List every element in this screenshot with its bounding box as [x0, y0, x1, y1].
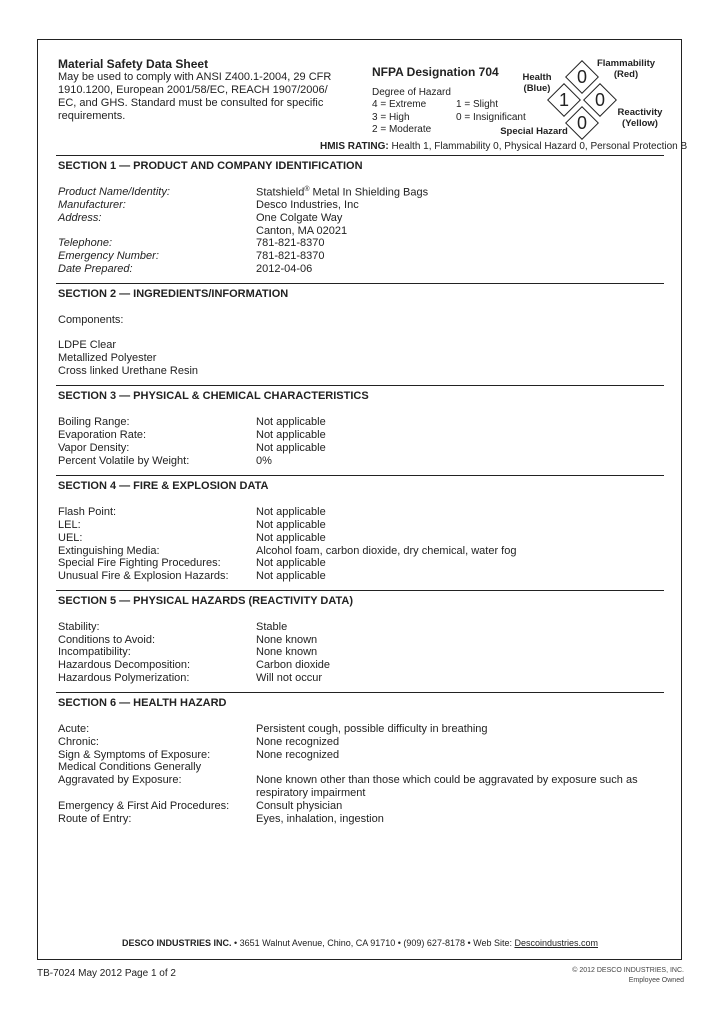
section-divider: [56, 590, 664, 591]
medical-conditions-label: Medical Conditions Generally: [58, 761, 202, 773]
section-divider: [56, 692, 664, 693]
nfpa-reactivity-value: 0: [594, 90, 605, 110]
first-aid-value: Consult physician: [256, 800, 343, 812]
flash-point-value: Not applicable: [256, 506, 326, 518]
document-description: May be used to comply with ANSI Z400.1-2004, 29 CFR 1910.1200, European 2001/58/EC, REACH 1907/2006/ EC, and GHS. Standard must be consulted for specific requirements.: [58, 71, 332, 122]
degree-moderate: 2 = Moderate: [372, 124, 432, 135]
explosion-hazards-value: Not applicable: [256, 570, 326, 582]
percent-volatile-label: Percent Volatile by Weight:: [58, 455, 190, 467]
nfpa-special-label: Special Hazard: [500, 126, 568, 137]
component-item: Metallized Polyester: [58, 352, 157, 364]
first-aid-label: Emergency & First Aid Procedures:: [58, 800, 230, 812]
section-1-title: SECTION 1 — PRODUCT AND COMPANY IDENTIFICATION: [58, 160, 363, 172]
reactivity-label-text: Reactivity: [617, 107, 663, 118]
section-divider: [56, 475, 664, 476]
nfpa-reactivity-label: [612, 107, 668, 129]
manufacturer-value: Desco Industries, Inc: [256, 199, 359, 211]
nfpa-special-value: 0: [576, 113, 587, 133]
vapor-density-label: Vapor Density:: [58, 442, 130, 454]
chronic-label: Chronic:: [58, 736, 99, 748]
conditions-to-avoid-value: None known: [256, 634, 318, 646]
explosion-hazards-label: Unusual Fire & Explosion Hazards:: [58, 570, 229, 582]
product-desc: Metal In Shielding Bags: [309, 186, 429, 199]
hazardous-polymerization-value: Will not occur: [256, 672, 323, 684]
conditions-to-avoid-label: Conditions to Avoid:: [58, 634, 156, 646]
health-label-text: Health: [522, 72, 552, 83]
footer-contact: [0, 938, 720, 948]
section-divider: [56, 155, 664, 156]
uel-label: UEL:: [58, 532, 83, 544]
incompatibility-label: Incompatibility:: [58, 646, 131, 658]
health-color-text: (Blue): [523, 83, 551, 94]
stability-value: Stable: [256, 621, 288, 633]
fire-fighting-label: Special Fire Fighting Procedures:: [58, 557, 221, 569]
fire-fighting-value: Not applicable: [256, 557, 326, 569]
flammability-color-text: (Red): [613, 69, 639, 80]
section-2-title: SECTION 2 — INGREDIENTS/INFORMATION: [58, 288, 289, 300]
hmis-rating: [320, 141, 687, 152]
chronic-value: None recognized: [256, 736, 340, 748]
section-5-title: SECTION 5 — PHYSICAL HAZARDS (REACTIVITY DATA): [58, 595, 353, 607]
date-label: Date Prepared:: [58, 263, 133, 275]
address-line-1: One Colgate Way: [256, 212, 343, 224]
flash-point-label: Flash Point:: [58, 506, 117, 518]
address-line-2: Canton, MA 02021: [256, 225, 348, 237]
hmis-label: HMIS RATING:: [320, 141, 389, 152]
footer-company: DESCO INDUSTRIES INC.: [121, 938, 232, 948]
date-value: 2012-04-06: [256, 263, 313, 275]
registered-mark: ®: [304, 186, 310, 193]
section-4-title: SECTION 4 — FIRE & EXPLOSION DATA: [58, 480, 269, 492]
employee-owned-text: Employee Owned: [628, 977, 684, 984]
stability-label: Stability:: [58, 621, 100, 633]
section-divider: [56, 283, 664, 284]
degree-slight: 1 = Slight: [456, 99, 498, 110]
percent-volatile-value: 0%: [256, 455, 272, 467]
hazardous-decomposition-value: Carbon dioxide: [256, 659, 330, 671]
extinguishing-media-value: Alcohol foam, carbon dioxide, dry chemical, water fog: [256, 545, 517, 557]
copyright: [572, 966, 684, 986]
manufacturer-label: Manufacturer:: [58, 199, 126, 211]
product-brand: Statshield: [256, 186, 305, 199]
nfpa-flammability-label: [592, 58, 660, 80]
section-6-title: SECTION 6 — HEALTH HAZARD: [58, 697, 227, 709]
lel-value: Not applicable: [256, 519, 326, 531]
flammability-label-text: Flammability: [596, 58, 656, 69]
footer-address: • 3651 Walnut Avenue, Chino, CA 91710 • (909) 627-8178 • Web Site:: [231, 938, 515, 948]
emergency-value: 781-821-8370: [256, 250, 325, 262]
incompatibility-value: None known: [256, 646, 318, 658]
hazardous-polymerization-label: Hazardous Polymerization:: [58, 672, 190, 684]
uel-value: Not applicable: [256, 532, 326, 544]
degree-extreme: 4 = Extreme: [372, 99, 427, 110]
telephone-label: Telephone:: [58, 237, 113, 249]
product-name-value: [256, 186, 428, 199]
section-divider: [56, 385, 664, 386]
hazardous-decomposition-label: Hazardous Decomposition:: [58, 659, 191, 671]
medical-conditions-value: None known other than those which could be aggravated by exposure such as respiratory impairment: [256, 774, 638, 799]
nfpa-health-value: 1: [558, 90, 569, 110]
signs-symptoms-label: Sign & Symptoms of Exposure:: [58, 749, 211, 761]
evaporation-rate-label: Evaporation Rate:: [58, 429, 147, 441]
boiling-range-label: Boiling Range:: [58, 416, 130, 428]
telephone-value: 781-821-8370: [256, 237, 325, 249]
aggravated-exposure-label: Aggravated by Exposure:: [58, 774, 182, 786]
boiling-range-value: Not applicable: [256, 416, 326, 428]
degree-of-hazard-title: Degree of Hazard: [372, 87, 451, 98]
signs-symptoms-value: None recognized: [256, 749, 340, 761]
emergency-label: Emergency Number:: [58, 250, 159, 262]
hmis-text: Health 1, Flammability 0, Physical Hazard 0, Personal Protection B: [391, 141, 688, 152]
nfpa-title: NFPA Designation 704: [372, 65, 499, 79]
route-of-entry-label: Route of Entry:: [58, 813, 132, 825]
reactivity-color-text: (Yellow): [622, 118, 658, 129]
component-item: LDPE Clear: [58, 339, 117, 351]
components-label: Components:: [58, 314, 124, 326]
nfpa-health-label: [518, 72, 556, 94]
component-item: Cross linked Urethane Resin: [58, 365, 199, 377]
address-label: Address:: [58, 212, 102, 224]
evaporation-rate-value: Not applicable: [256, 429, 326, 441]
degree-high: 3 = High: [372, 112, 410, 123]
route-of-entry-value: Eyes, inhalation, ingestion: [256, 813, 384, 825]
extinguishing-media-label: Extinguishing Media:: [58, 545, 160, 557]
document-id: TB-7024 May 2012 Page 1 of 2: [37, 968, 176, 979]
footer-website-link[interactable]: Descoindustries.com: [514, 938, 598, 948]
nfpa-flammability-value: 0: [576, 67, 587, 87]
degree-insignificant: 0 = Insignificant: [456, 112, 526, 123]
product-name-label: Product Name/Identity:: [58, 186, 170, 198]
lel-label: LEL:: [58, 519, 81, 531]
document-title: Material Safety Data Sheet: [58, 57, 209, 71]
acute-label: Acute:: [58, 723, 90, 735]
acute-value: Persistent cough, possible difficulty in breathing: [256, 723, 488, 735]
vapor-density-value: Not applicable: [256, 442, 326, 454]
copyright-text: © 2012 DESCO INDUSTRIES, INC.: [572, 967, 684, 974]
section-3-title: SECTION 3 — PHYSICAL & CHEMICAL CHARACTERISTICS: [58, 390, 369, 402]
